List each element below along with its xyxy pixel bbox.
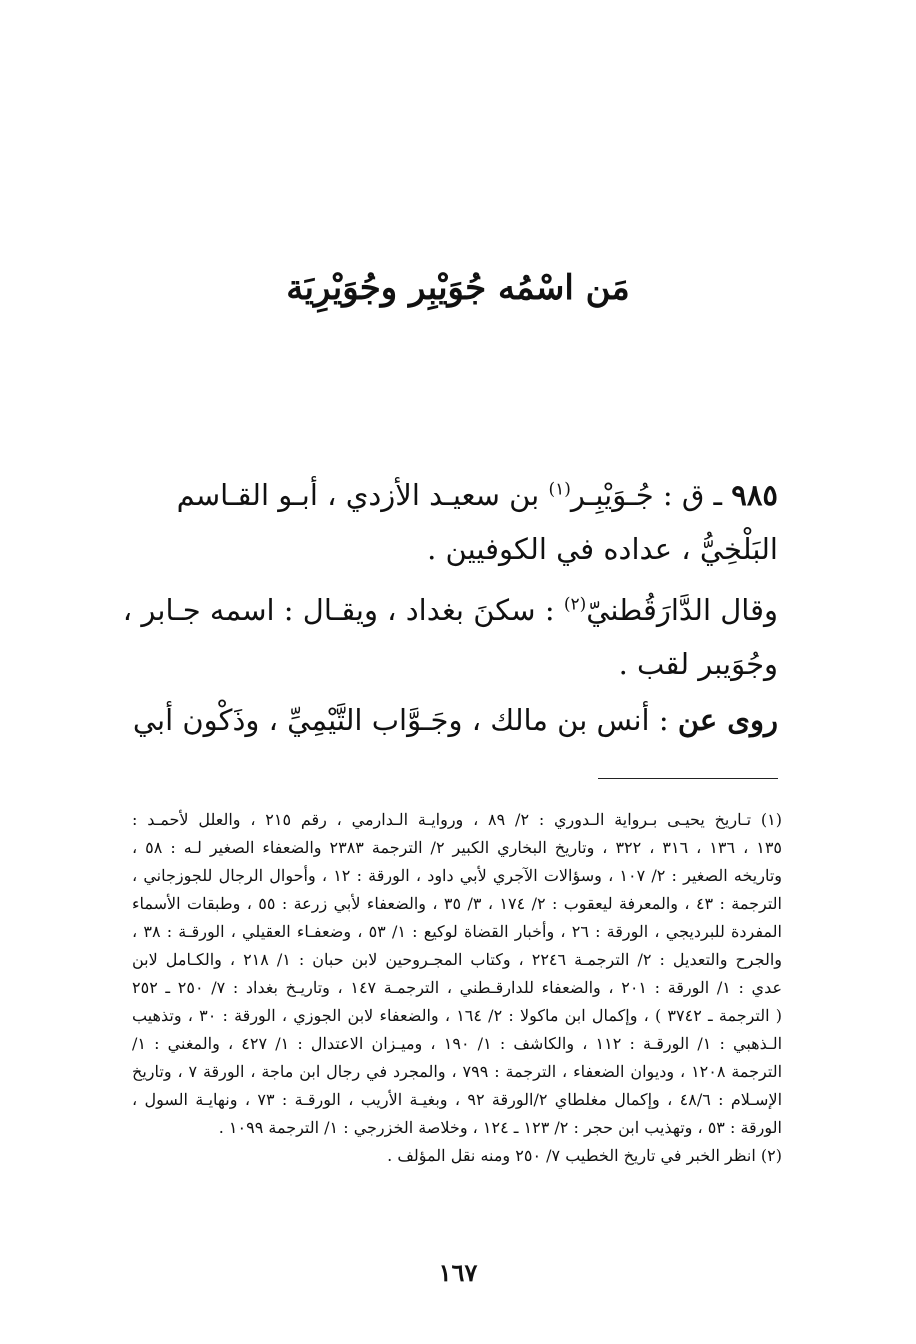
entry-number: ٩٨٥ xyxy=(731,478,778,512)
footnote-line: (١) تـاريخ يحيـى بـرواية الـدوري : ٢/ ٨٩ ، وروايـة الـدارمي ، رقم ٢١٥ ، والعلل لأحمـد : xyxy=(132,810,782,829)
entry-paragraph-1 xyxy=(138,468,778,576)
footnote-ref-1[interactable]: (١) xyxy=(548,479,571,500)
footnote-line: الـذهبي : ١/ الورقـة : ١١٢ ، والكاشف : ١/ ١٩٠ ، وميـزان الاعتدال : ١/ ٤٢٧ ، والمغني : ١/ xyxy=(132,1034,782,1053)
footnote-line: وتاريخه الصغير : ٢/ ١٠٧ ، وسؤالات الآجري لأبي داود ، الورقة : ١٢ ، وأحوال الرجال للجوزجاني ، xyxy=(132,866,782,885)
entry-text: وقال الدَّارَقُطنيّ xyxy=(586,593,778,627)
footnote-line: ١٣٥ ، ١٣٦ ، ٣١٦ ، ٣٢٢ ، وتاريخ البخاري الكبير ٢/ الترجمة ٢٣٨٣ والضعفاء الصغير لـه : ٥٨ ، xyxy=(132,838,782,857)
entry-paragraph-2 xyxy=(122,583,778,691)
footnotes xyxy=(132,806,782,1170)
entry-line: البَلْخِيُّ ، عداده في الكوفيين . xyxy=(427,532,778,566)
footnote-line: الترجمة : ٤٣ ، والمعرفة ليعقوب : ٢/ ١٧٤ ، ٣/ ٣٥ ، والضعفاء لأبي زرعة : ٥٥ ، وطبقات الأسماء xyxy=(132,894,782,913)
footnote-line: والجرح والتعديل : ٢/ الترجمـة ٢٢٤٦ ، وكتاب المجـروحين لابن حبان : ١/ ٢١٨ ، والكـامل لابن xyxy=(132,950,782,969)
footnote-line: الترجمة ١٢٠٨ ، وديوان الضعفاء ، الترجمة : ٧٩٩ ، والمجرد في رجال ابن ماجة ، الورقة ٧ ، وتاريخ xyxy=(132,1062,782,1081)
footnote-line: الورقة : ٥٣ ، وتهذيب ابن حجر : ٢/ ١٢٣ ـ ١٢٤ ، وخلاصة الخزرجي : ١/ الترجمة ١٠٩٩ . xyxy=(218,1118,782,1137)
footnote-line: عدي : ١/ الورقة : ٢٠١ ، والضعفاء للدارقـطني ، الترجمـة ١٤٧ ، وتاريـخ بغداد : ٧/ ٢٥٠ ـ ٢٥٢ xyxy=(132,978,782,997)
entry-text: ـ ق : جُـوَيْبِـر xyxy=(570,478,732,512)
footnote-ref-2[interactable]: (٢) xyxy=(563,594,587,615)
entry-paragraph-3 xyxy=(132,693,778,747)
footnote-line: (٢) انظر الخبر في تاريخ الخطيب ٧/ ٢٥٠ ومنه نقل المؤلف . xyxy=(387,1146,782,1165)
narrated-from-label: روى عن xyxy=(677,703,778,737)
entry-line xyxy=(138,468,778,522)
entry-line xyxy=(122,583,778,637)
footnote-line: الإسـلام : ٤٨/٦ ، وإكمال مغلطاي ٢/الورقة ٩٢ ، وبغيـة الأريب ، الورقـة : ٧٣ ، ونهايـة السول ، xyxy=(132,1090,782,1109)
entry-text: بن سعيـد الأزدي ، أبـو القـاسم xyxy=(176,478,549,512)
page-number: ١٦٧ xyxy=(438,1258,478,1287)
footnote-line: المفردة للبرديجي ، الورقة : ٢٦ ، وأخبار القضاة لوكيع : ١/ ٥٣ ، وضعفـاء العقيلي ، الورقـة : ٣٨ ، xyxy=(132,922,782,941)
footnote-line: ( الترجمة ـ ٣٧٤٢ ) ، وإكمال ابن ماكولا : ٢/ ١٦٤ ، والضعفاء لابن الجوزي ، الورقة : ٣٠ ، وتذهيب xyxy=(132,1006,782,1025)
footnote-divider xyxy=(598,778,778,779)
entry-line: وجُوَيبر لقب . xyxy=(618,647,778,681)
entry-text: : سكنَ بغداد ، ويقـال : اسمه جـابر ، xyxy=(122,593,564,627)
entry-line xyxy=(132,693,778,747)
entry-text: : أنس بن مالك ، وجَـوَّاب التَّيْمِيِّ ، وذَكْون أبي xyxy=(132,703,678,737)
chapter-title: مَن اسْمُه جُوَيْبِر وجُوَيْرِيَة xyxy=(286,268,630,308)
